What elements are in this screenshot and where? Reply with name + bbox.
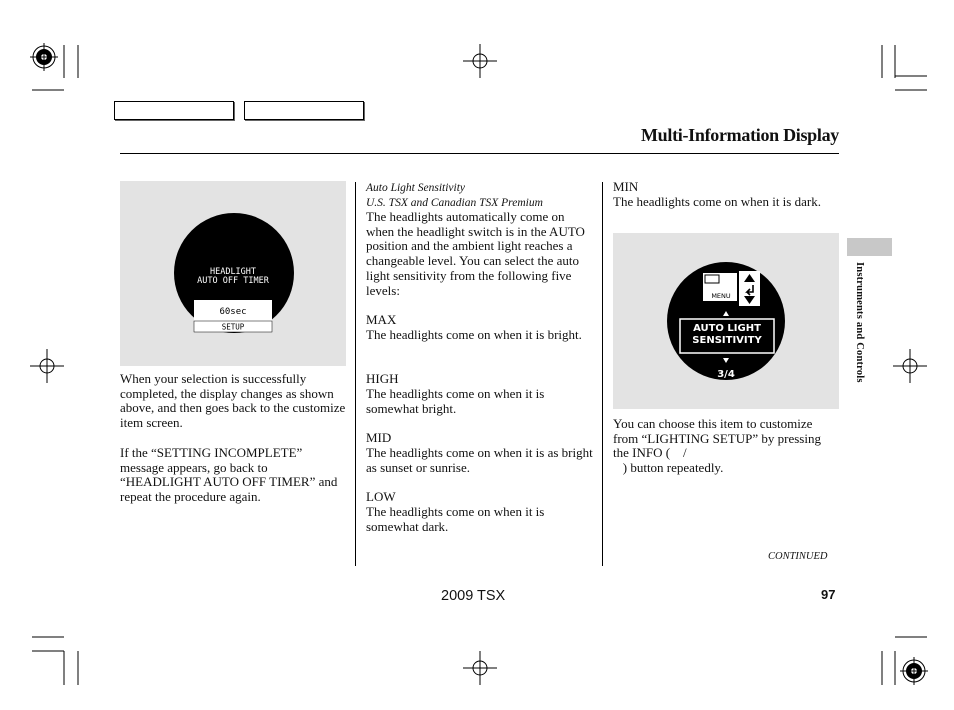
figure-headlight-timer (120, 181, 346, 366)
selected-value: 60sec (219, 307, 247, 317)
section-subheading: U.S. TSX and Canadian TSX Premium (366, 197, 543, 209)
header-tab-left[interactable] (114, 101, 234, 120)
column-divider-2 (602, 182, 603, 566)
header-tab-right[interactable] (244, 101, 364, 120)
continued-label: CONTINUED (768, 551, 828, 562)
section-heading: Auto Light Sensitivity (366, 182, 466, 194)
column-divider-1 (355, 182, 356, 566)
page-number: 97 (821, 587, 836, 602)
section-label: Instruments and Controls (854, 262, 865, 383)
footer-model: 2009 TSX (441, 588, 506, 604)
level-high-name: HIGH (366, 371, 399, 386)
level-max-desc: The headlights come on when it is bright. (366, 327, 582, 342)
display-screen-illustration-2 (613, 233, 839, 409)
screen-line1: HEADLIGHT (209, 267, 257, 277)
level-min-desc: The headlights come on when it is dark. (613, 194, 821, 209)
level-low-name: LOW (366, 489, 396, 504)
header-rule (120, 153, 839, 154)
col3-para: You can choose this item to customize from “LIGHTING SETUP” by pressing the INFO ( / ) button repeatedly. (613, 416, 821, 476)
display-screen-illustration (120, 181, 346, 366)
level-low-desc: The headlights come on when it is somewhat dark. (366, 504, 545, 534)
figure-auto-light (613, 233, 839, 409)
level-mid-name: MID (366, 430, 392, 445)
col1-para2: If the “SETTING INCOMPLETE” message appears, go back to “HEADLIGHT AUTO OFF TIMER” and repeat the procedure again. (120, 445, 338, 505)
col1-para1: When your selection is successfully completed, the display changes as shown above, and then goes back to the customize item screen. (120, 371, 346, 431)
level-min-name: MIN (613, 179, 639, 194)
page-indicator: 3/4 (717, 369, 735, 380)
item-line1: AUTO LIGHT (693, 323, 761, 334)
level-mid-desc: The headlights come on when it is as bright as sunset or sunrise. (366, 445, 593, 475)
screen-line2: AUTO OFF TIMER (197, 276, 269, 286)
item-line2: SENSITIVITY (692, 335, 762, 346)
setup-label: SETUP (221, 322, 245, 332)
section-tab (847, 238, 892, 256)
col2-intro: The headlights automatically come on when the headlight switch is in the AUTO position and the ambient light reaches a changeable level. You can select the auto light sensitivity from the following five levels: (366, 209, 585, 298)
level-max-name: MAX (366, 312, 397, 327)
level-high-desc: The headlights come on when it is somewhat bright. (366, 386, 545, 416)
menu-label: MENU (711, 292, 731, 300)
page-title: Multi-Information Display (640, 125, 839, 145)
